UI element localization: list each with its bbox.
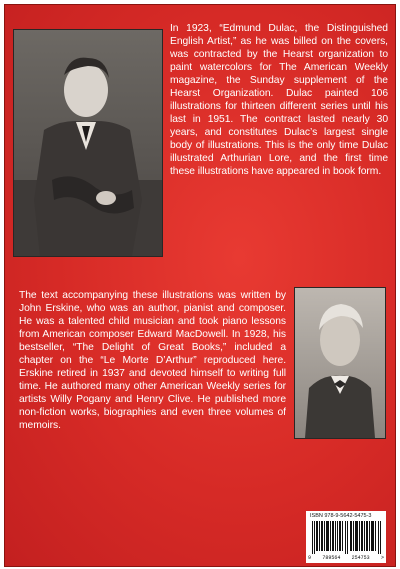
erskine-bio-paragraph — [19, 289, 286, 432]
dulac-contract-paragraph — [170, 22, 388, 178]
barcode-digits-left: 789564 — [322, 555, 341, 561]
isbn-number: ISBN 978-9-5642-5475-3 — [310, 513, 372, 519]
barcode-bars — [312, 521, 382, 554]
dulac-paragraph-text: In 1923, “Edmund Dulac, the Distinguished English Artist,” as he was billed on the covers, was contracted by the Hearst organization to paint watercolors for The American Weekly magazine, the Sunday supplement of the Hearst Organization. Dulac painted 106 illustrations for thirteen different series until his last in 1951. The contract lasted nearly 30 years, and constitutes Dulac’s largest single body of illustrations. This is the only time Dulac illustrated Arthurian Lore, and the first time these illustrations have appeared in book form. — [170, 23, 388, 177]
erskine-paragraph-text: The text accompanying these illustrations was written by John Erskine, who was an author, pianist and composer. He was a talented child musician and took piano lessons from American composer Edward MacDowell. In 1928, his bestseller, “The Delight of Great Books,” included a chapter on the “Le Morte D’Arthur” reproduced here. Erskine retired in 1937 and devoted himself to writing full time. He authored many other American Weekly series for artists Willy Pogany and Henry Clive. He published more non-fiction works, biographies and even three volumes of memoirs. — [19, 290, 286, 431]
erskine-portrait-photo — [294, 287, 386, 439]
barcode-digits — [308, 555, 384, 561]
isbn-barcode — [306, 511, 386, 563]
barcode-digits-right: 254753 — [351, 555, 370, 561]
back-cover — [4, 4, 396, 567]
barcode-digit-first: 9 — [308, 555, 312, 561]
dulac-portrait-photo — [13, 29, 163, 257]
barcode-digit-last: > — [380, 555, 384, 561]
